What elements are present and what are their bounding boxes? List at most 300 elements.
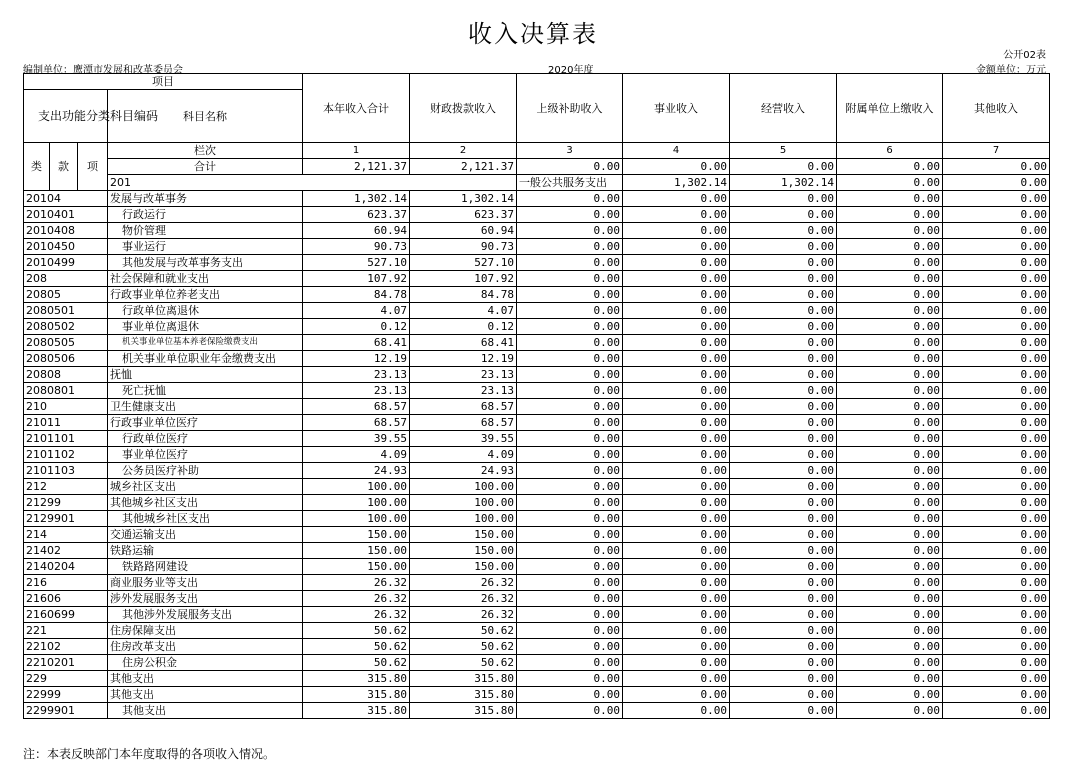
col-number: 1 xyxy=(303,143,410,159)
kuan-header: 款 xyxy=(50,143,78,191)
row-name: 卫生健康支出 xyxy=(108,399,303,415)
row-code: 2080501 xyxy=(24,303,108,319)
row-zero-value: 0.00 xyxy=(730,335,837,351)
row-zero-value: 0.00 xyxy=(943,431,1050,447)
row-zero-value: 0.00 xyxy=(730,447,837,463)
row-name: 住房改革支出 xyxy=(108,639,303,655)
row-zero-value: 0.00 xyxy=(517,319,623,335)
table-row xyxy=(24,623,1050,639)
row-zero-value: 0.00 xyxy=(730,431,837,447)
row-zero-value: 0.00 xyxy=(517,255,623,271)
row-name: 发展与改革事务 xyxy=(108,191,303,207)
row-zero-value: 0.00 xyxy=(730,239,837,255)
row-code: 2140204 xyxy=(24,559,108,575)
row-zero-value: 0.00 xyxy=(837,543,943,559)
row-code: 214 xyxy=(24,527,108,543)
row-zero-value: 0.00 xyxy=(730,495,837,511)
row-zero-value: 0.00 xyxy=(623,671,730,687)
row-fiscal-income: 4.07 xyxy=(410,303,517,319)
row-zero-value: 0.00 xyxy=(943,415,1050,431)
row-code: 216 xyxy=(24,575,108,591)
row-zero-value: 0.00 xyxy=(837,239,943,255)
row-total-income: 50.62 xyxy=(303,655,410,671)
row-zero-value: 0.00 xyxy=(837,623,943,639)
row-zero-value: 0.00 xyxy=(730,463,837,479)
row-zero-value: 0.00 xyxy=(837,303,943,319)
row-zero-value: 0.00 xyxy=(623,639,730,655)
row-zero-value: 0.00 xyxy=(623,703,730,719)
col-header-operating: 经营收入 xyxy=(730,74,837,143)
row-zero-value: 0.00 xyxy=(730,639,837,655)
total-value: 0.00 xyxy=(837,159,943,175)
row-zero-value: 0.00 xyxy=(517,223,623,239)
row-code: 2101101 xyxy=(24,431,108,447)
row-zero-value: 0.00 xyxy=(623,335,730,351)
row-fiscal-income: 623.37 xyxy=(410,207,517,223)
row-zero-value: 0.00 xyxy=(730,591,837,607)
currency-unit: 金额单位：万元 xyxy=(976,65,1046,76)
row-fiscal-income: 315.80 xyxy=(410,703,517,719)
row-zero-value: 0.00 xyxy=(837,463,943,479)
row-total-income: 150.00 xyxy=(303,527,410,543)
row-zero-value: 0.00 xyxy=(623,543,730,559)
row-zero-value: 0.00 xyxy=(517,591,623,607)
row-zero-value: 0.00 xyxy=(943,351,1050,367)
row-zero-value: 0.00 xyxy=(730,655,837,671)
row-zero-value: 0.00 xyxy=(730,303,837,319)
total-value: 0.00 xyxy=(517,159,623,175)
row-zero-value: 0.00 xyxy=(837,655,943,671)
row-zero-value: 0.00 xyxy=(730,415,837,431)
row-total-income: 150.00 xyxy=(303,559,410,575)
row-fiscal-income: 1,302.14 xyxy=(410,191,517,207)
row-zero-value: 0.00 xyxy=(517,431,623,447)
row-zero-value: 0.00 xyxy=(517,543,623,559)
total-value: 2,121.37 xyxy=(303,159,410,175)
row-name: 事业运行 xyxy=(108,239,303,255)
row-name: 城乡社区支出 xyxy=(108,479,303,495)
table-row xyxy=(24,559,1050,575)
row-total-income: 24.93 xyxy=(303,463,410,479)
table-row xyxy=(24,495,1050,511)
row-code: 2010450 xyxy=(24,239,108,255)
row-total-income: 150.00 xyxy=(303,543,410,559)
row-total-income: 315.80 xyxy=(303,703,410,719)
table-row xyxy=(24,319,1050,335)
col-number: 7 xyxy=(943,143,1050,159)
row-name: 住房保障支出 xyxy=(108,623,303,639)
row-zero-value: 0.00 xyxy=(943,463,1050,479)
row-zero-value: 0.00 xyxy=(623,463,730,479)
row-total-income: 23.13 xyxy=(303,367,410,383)
row-fiscal-income: 39.55 xyxy=(410,431,517,447)
row-total-income: 12.19 xyxy=(303,351,410,367)
row-zero-value: 0.00 xyxy=(623,367,730,383)
row-zero-value: 0.00 xyxy=(943,287,1050,303)
row-zero-value: 0.00 xyxy=(623,239,730,255)
row-code: 20805 xyxy=(24,287,108,303)
table-row xyxy=(24,639,1050,655)
row-name: 行政单位离退休 xyxy=(108,303,303,319)
row-total-income: 90.73 xyxy=(303,239,410,255)
row-zero-value: 0.00 xyxy=(730,607,837,623)
row-name: 死亡抚恤 xyxy=(108,383,303,399)
row-zero-value: 0.00 xyxy=(837,399,943,415)
row-zero-value: 0.00 xyxy=(837,447,943,463)
col-header-business: 事业收入 xyxy=(623,74,730,143)
row-zero-value: 0.00 xyxy=(943,223,1050,239)
row-code: 21402 xyxy=(24,543,108,559)
row-zero-value: 0.00 xyxy=(837,559,943,575)
row-name: 其他支出 xyxy=(108,687,303,703)
row-zero-value: 0.00 xyxy=(943,383,1050,399)
row-zero-value: 0.00 xyxy=(517,335,623,351)
row-zero-value: 0.00 xyxy=(730,367,837,383)
code-header: 支出功能分类科目编码 xyxy=(24,90,108,143)
row-fiscal-income: 26.32 xyxy=(410,575,517,591)
table-row xyxy=(24,479,1050,495)
col-number: 3 xyxy=(517,143,623,159)
col-number: 2 xyxy=(410,143,517,159)
row-code: 212 xyxy=(24,479,108,495)
row-zero-value: 0.00 xyxy=(517,415,623,431)
row-zero-value: 0.00 xyxy=(517,527,623,543)
row-code: 2010408 xyxy=(24,223,108,239)
row-zero-value: 0.00 xyxy=(730,511,837,527)
table-row xyxy=(24,415,1050,431)
row-code: 2210201 xyxy=(24,655,108,671)
row-total-income: 315.80 xyxy=(303,687,410,703)
row-total-income: 26.32 xyxy=(303,575,410,591)
row-code: 2010401 xyxy=(24,207,108,223)
row-fiscal-income: 107.92 xyxy=(410,271,517,287)
row-name: 一般公共服务支出 xyxy=(517,175,623,191)
row-fiscal-income: 1,302.14 xyxy=(730,175,837,191)
row-zero-value: 0.00 xyxy=(517,687,623,703)
row-zero-value: 0.00 xyxy=(943,319,1050,335)
lei-header: 类 xyxy=(24,143,50,191)
row-zero-value: 0.00 xyxy=(943,175,1050,191)
row-zero-value: 0.00 xyxy=(837,191,943,207)
row-name: 社会保障和就业支出 xyxy=(108,271,303,287)
table-row xyxy=(24,687,1050,703)
row-fiscal-income: 150.00 xyxy=(410,527,517,543)
row-total-income: 4.09 xyxy=(303,447,410,463)
row-total-income: 100.00 xyxy=(303,495,410,511)
table-row xyxy=(24,431,1050,447)
row-code: 22999 xyxy=(24,687,108,703)
row-zero-value: 0.00 xyxy=(943,495,1050,511)
row-zero-value: 0.00 xyxy=(837,607,943,623)
row-zero-value: 0.00 xyxy=(943,575,1050,591)
row-zero-value: 0.00 xyxy=(837,287,943,303)
row-total-income: 68.57 xyxy=(303,399,410,415)
row-zero-value: 0.00 xyxy=(837,671,943,687)
row-zero-value: 0.00 xyxy=(943,207,1050,223)
row-total-income: 68.57 xyxy=(303,415,410,431)
row-code: 208 xyxy=(24,271,108,287)
table-number: 公开02表 xyxy=(1003,50,1046,61)
row-zero-value: 0.00 xyxy=(517,703,623,719)
table-row xyxy=(24,287,1050,303)
row-fiscal-income: 315.80 xyxy=(410,671,517,687)
row-code: 2080506 xyxy=(24,351,108,367)
row-total-income: 23.13 xyxy=(303,383,410,399)
row-zero-value: 0.00 xyxy=(730,319,837,335)
row-zero-value: 0.00 xyxy=(730,255,837,271)
page-title: 收入决算表 xyxy=(468,20,598,48)
row-zero-value: 0.00 xyxy=(623,607,730,623)
row-zero-value: 0.00 xyxy=(837,271,943,287)
row-zero-value: 0.00 xyxy=(517,639,623,655)
row-zero-value: 0.00 xyxy=(623,479,730,495)
row-fiscal-income: 68.41 xyxy=(410,335,517,351)
table-row xyxy=(24,303,1050,319)
row-zero-value: 0.00 xyxy=(517,479,623,495)
row-zero-value: 0.00 xyxy=(623,559,730,575)
row-total-income: 50.62 xyxy=(303,623,410,639)
row-zero-value: 0.00 xyxy=(623,255,730,271)
table-row xyxy=(24,207,1050,223)
row-zero-value: 0.00 xyxy=(517,655,623,671)
row-zero-value: 0.00 xyxy=(730,191,837,207)
row-fiscal-income: 26.32 xyxy=(410,591,517,607)
row-total-income: 1,302.14 xyxy=(623,175,730,191)
row-zero-value: 0.00 xyxy=(837,207,943,223)
row-total-income: 100.00 xyxy=(303,511,410,527)
row-zero-value: 0.00 xyxy=(623,191,730,207)
name-header: 科目名称 xyxy=(108,90,303,143)
row-zero-value: 0.00 xyxy=(623,271,730,287)
row-name: 商业服务业等支出 xyxy=(108,575,303,591)
row-zero-value: 0.00 xyxy=(837,527,943,543)
table-row xyxy=(24,335,1050,351)
row-zero-value: 0.00 xyxy=(837,687,943,703)
row-code: 2010499 xyxy=(24,255,108,271)
footnote: 注：本表反映部门本年度取得的各项收入情况。 xyxy=(23,747,276,761)
row-fiscal-income: 24.93 xyxy=(410,463,517,479)
row-zero-value: 0.00 xyxy=(517,463,623,479)
row-name: 物价管理 xyxy=(108,223,303,239)
row-zero-value: 0.00 xyxy=(837,255,943,271)
row-zero-value: 0.00 xyxy=(730,223,837,239)
row-fiscal-income: 84.78 xyxy=(410,287,517,303)
row-total-income: 4.07 xyxy=(303,303,410,319)
row-name: 其他涉外发展服务支出 xyxy=(108,607,303,623)
row-code: 2080502 xyxy=(24,319,108,335)
row-fiscal-income: 50.62 xyxy=(410,655,517,671)
row-code: 2101102 xyxy=(24,447,108,463)
row-zero-value: 0.00 xyxy=(623,447,730,463)
row-zero-value: 0.00 xyxy=(837,319,943,335)
row-zero-value: 0.00 xyxy=(623,495,730,511)
row-code: 2080505 xyxy=(24,335,108,351)
row-zero-value: 0.00 xyxy=(943,303,1050,319)
row-name: 住房公积金 xyxy=(108,655,303,671)
table-row xyxy=(24,575,1050,591)
row-zero-value: 0.00 xyxy=(943,527,1050,543)
row-zero-value: 0.00 xyxy=(730,703,837,719)
row-zero-value: 0.00 xyxy=(730,575,837,591)
row-zero-value: 0.00 xyxy=(623,687,730,703)
row-zero-value: 0.00 xyxy=(837,335,943,351)
row-zero-value: 0.00 xyxy=(517,351,623,367)
row-zero-value: 0.00 xyxy=(837,351,943,367)
table-row xyxy=(24,175,1050,191)
col-header-total: 本年收入合计 xyxy=(303,74,410,143)
row-zero-value: 0.00 xyxy=(943,655,1050,671)
row-zero-value: 0.00 xyxy=(623,431,730,447)
row-zero-value: 0.00 xyxy=(730,287,837,303)
row-total-income: 100.00 xyxy=(303,479,410,495)
row-code: 21299 xyxy=(24,495,108,511)
row-zero-value: 0.00 xyxy=(623,207,730,223)
row-total-income: 39.55 xyxy=(303,431,410,447)
row-fiscal-income: 100.00 xyxy=(410,479,517,495)
row-code: 20104 xyxy=(24,191,108,207)
row-zero-value: 0.00 xyxy=(730,671,837,687)
compiling-unit: 编制单位：鹰潭市发展和改革委员会 xyxy=(23,65,183,76)
table-row xyxy=(24,223,1050,239)
row-zero-value: 0.00 xyxy=(943,671,1050,687)
row-total-income: 26.32 xyxy=(303,591,410,607)
row-zero-value: 0.00 xyxy=(943,367,1050,383)
row-zero-value: 0.00 xyxy=(837,367,943,383)
row-zero-value: 0.00 xyxy=(837,223,943,239)
row-zero-value: 0.00 xyxy=(623,351,730,367)
row-zero-value: 0.00 xyxy=(517,383,623,399)
row-fiscal-income: 150.00 xyxy=(410,559,517,575)
row-total-income: 107.92 xyxy=(303,271,410,287)
row-zero-value: 0.00 xyxy=(623,319,730,335)
row-name: 抚恤 xyxy=(108,367,303,383)
xiang-header: 项 xyxy=(78,143,108,191)
row-zero-value: 0.00 xyxy=(623,383,730,399)
row-name: 行政事业单位医疗 xyxy=(108,415,303,431)
table-row xyxy=(24,447,1050,463)
row-name: 其他发展与改革事务支出 xyxy=(108,255,303,271)
row-zero-value: 0.00 xyxy=(730,623,837,639)
row-name: 其他支出 xyxy=(108,671,303,687)
total-label: 合计 xyxy=(108,159,303,175)
row-code: 21011 xyxy=(24,415,108,431)
col-number: 6 xyxy=(837,143,943,159)
col-number: 4 xyxy=(623,143,730,159)
total-value: 0.00 xyxy=(623,159,730,175)
row-zero-value: 0.00 xyxy=(730,271,837,287)
row-fiscal-income: 60.94 xyxy=(410,223,517,239)
row-zero-value: 0.00 xyxy=(943,607,1050,623)
row-zero-value: 0.00 xyxy=(623,223,730,239)
row-zero-value: 0.00 xyxy=(517,575,623,591)
row-zero-value: 0.00 xyxy=(517,207,623,223)
total-row xyxy=(24,159,1050,175)
row-name: 其他城乡社区支出 xyxy=(108,495,303,511)
col-header-fiscal: 财政拨款收入 xyxy=(410,74,517,143)
row-fiscal-income: 100.00 xyxy=(410,495,517,511)
total-value: 0.00 xyxy=(943,159,1050,175)
row-fiscal-income: 527.10 xyxy=(410,255,517,271)
row-total-income: 68.41 xyxy=(303,335,410,351)
row-fiscal-income: 68.57 xyxy=(410,415,517,431)
table-row xyxy=(24,527,1050,543)
row-name: 铁路运输 xyxy=(108,543,303,559)
row-zero-value: 0.00 xyxy=(837,703,943,719)
row-zero-value: 0.00 xyxy=(837,175,943,191)
total-value: 0.00 xyxy=(730,159,837,175)
col-header-affiliated: 附属单位上缴收入 xyxy=(837,74,943,143)
total-value: 2,121.37 xyxy=(410,159,517,175)
row-code: 20808 xyxy=(24,367,108,383)
row-name: 行政单位医疗 xyxy=(108,431,303,447)
row-code: 229 xyxy=(24,671,108,687)
row-zero-value: 0.00 xyxy=(517,287,623,303)
row-zero-value: 0.00 xyxy=(517,623,623,639)
table-row xyxy=(24,543,1050,559)
table-row xyxy=(24,671,1050,687)
row-zero-value: 0.00 xyxy=(517,607,623,623)
row-zero-value: 0.00 xyxy=(837,479,943,495)
table-row xyxy=(24,271,1050,287)
row-name: 涉外发展服务支出 xyxy=(108,591,303,607)
row-zero-value: 0.00 xyxy=(517,447,623,463)
row-zero-value: 0.00 xyxy=(517,511,623,527)
row-zero-value: 0.00 xyxy=(943,239,1050,255)
row-total-income: 84.78 xyxy=(303,287,410,303)
row-zero-value: 0.00 xyxy=(730,399,837,415)
row-zero-value: 0.00 xyxy=(943,687,1050,703)
row-code: 2160699 xyxy=(24,607,108,623)
row-name: 行政运行 xyxy=(108,207,303,223)
row-zero-value: 0.00 xyxy=(837,383,943,399)
table-row xyxy=(24,367,1050,383)
fiscal-year: 2020年度 xyxy=(548,65,594,76)
table-row xyxy=(24,607,1050,623)
row-zero-value: 0.00 xyxy=(623,575,730,591)
row-zero-value: 0.00 xyxy=(623,623,730,639)
row-zero-value: 0.00 xyxy=(837,591,943,607)
row-zero-value: 0.00 xyxy=(943,511,1050,527)
row-zero-value: 0.00 xyxy=(837,639,943,655)
table-row xyxy=(24,591,1050,607)
table-row xyxy=(24,655,1050,671)
col-header-other: 其他收入 xyxy=(943,74,1050,143)
row-total-income: 0.12 xyxy=(303,319,410,335)
row-zero-value: 0.00 xyxy=(837,495,943,511)
row-zero-value: 0.00 xyxy=(730,351,837,367)
table-row xyxy=(24,255,1050,271)
row-zero-value: 0.00 xyxy=(623,511,730,527)
table-row xyxy=(24,239,1050,255)
row-zero-value: 0.00 xyxy=(943,591,1050,607)
row-code: 21606 xyxy=(24,591,108,607)
row-zero-value: 0.00 xyxy=(730,559,837,575)
row-code: 210 xyxy=(24,399,108,415)
row-total-income: 60.94 xyxy=(303,223,410,239)
row-zero-value: 0.00 xyxy=(837,431,943,447)
row-total-income: 527.10 xyxy=(303,255,410,271)
row-zero-value: 0.00 xyxy=(517,559,623,575)
row-fiscal-income: 90.73 xyxy=(410,239,517,255)
row-fiscal-income: 23.13 xyxy=(410,383,517,399)
row-zero-value: 0.00 xyxy=(517,495,623,511)
row-name: 铁路路网建设 xyxy=(108,559,303,575)
row-fiscal-income: 150.00 xyxy=(410,543,517,559)
project-header: 项目 xyxy=(24,74,303,90)
row-fiscal-income: 12.19 xyxy=(410,351,517,367)
col-header-superior: 上级补助收入 xyxy=(517,74,623,143)
row-fiscal-income: 26.32 xyxy=(410,607,517,623)
